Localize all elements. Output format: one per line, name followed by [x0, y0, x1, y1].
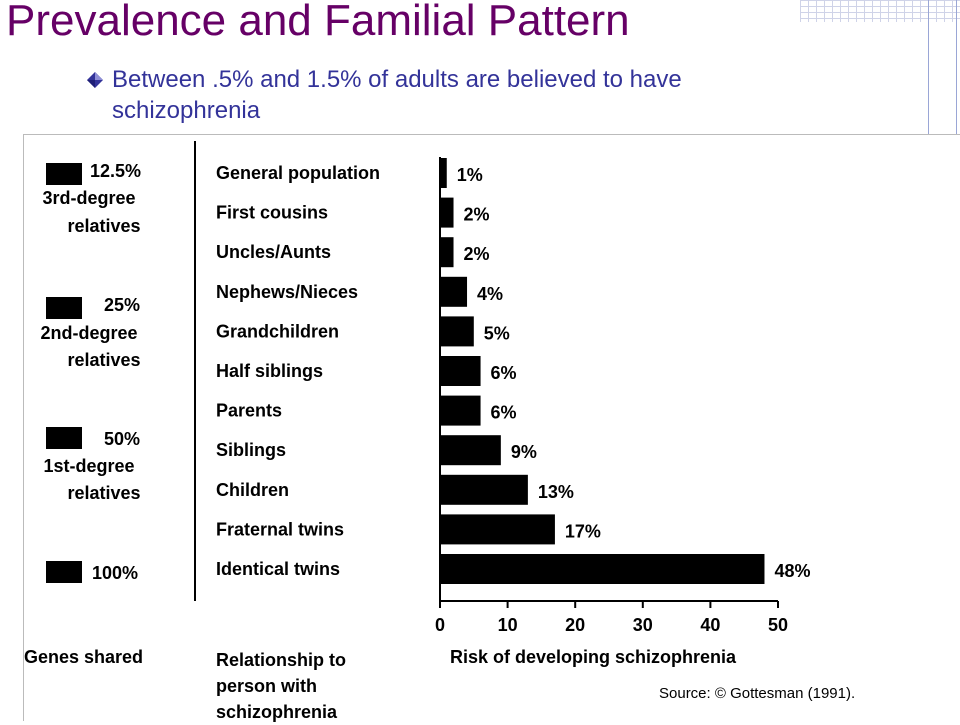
slide-title: Prevalence and Familial Pattern — [6, 0, 630, 45]
source-citation: Source: © Gottesman (1991). — [659, 685, 856, 702]
bar-data-label: 48% — [774, 561, 811, 581]
genes-shared-percent: 100% — [92, 563, 139, 583]
genes-shared-percent: 25% — [104, 295, 141, 315]
bar-data-label: 4% — [477, 283, 504, 304]
bar-data-label: 1% — [456, 165, 483, 185]
risk-bar — [440, 316, 474, 346]
x-tick-label: 30 — [632, 615, 653, 635]
risk-bar — [440, 158, 447, 188]
risk-bar — [440, 237, 454, 267]
relationship-label: Parents — [216, 400, 283, 421]
bar-data-label: 2% — [463, 244, 490, 265]
risk-bar — [440, 514, 555, 544]
bar-data-label: 5% — [483, 323, 510, 344]
genes-shared-degree: 1st-degree — [43, 456, 135, 476]
relationship-title — [216, 647, 386, 725]
risk-bar — [440, 475, 528, 505]
bar-data-label: 17% — [564, 521, 601, 542]
genes-shared-relatives: relatives — [67, 350, 141, 370]
genes-shared-degree: 3rd-degree — [42, 188, 136, 208]
risk-bar — [440, 554, 764, 584]
bullet-text: Between .5% and 1.5% of adults are believed to have schizophrenia — [112, 66, 682, 124]
diamond-bullet-icon — [86, 71, 104, 89]
bar-data-label: 2% — [463, 204, 490, 225]
bar-data-label: 9% — [510, 442, 537, 463]
x-tick-label: 10 — [497, 615, 518, 635]
bar-data-label: 13% — [537, 481, 574, 502]
relationship-label: Half siblings — [216, 361, 324, 381]
genes-shared-title: Genes shared — [24, 647, 144, 667]
risk-bar — [440, 435, 501, 465]
slide-guide-line — [956, 0, 957, 134]
genes-shared-relatives: relatives — [67, 216, 141, 236]
genes-shared-relatives: relatives — [67, 483, 141, 503]
x-tick-label: 40 — [700, 615, 721, 635]
x-tick-label: 50 — [767, 615, 789, 635]
relationship-label: Children — [216, 479, 290, 500]
slide-grid-decoration — [800, 0, 960, 22]
risk-bar — [440, 356, 481, 386]
risk-axis-title: Risk of developing schizophrenia — [450, 647, 737, 667]
risk-bar — [440, 277, 467, 307]
relationship-label: Nephews/Nieces — [216, 281, 359, 302]
relationship-label: Identical twins — [216, 559, 341, 579]
bar-data-label: 6% — [490, 402, 517, 423]
relationship-label: Grandchildren — [216, 321, 340, 342]
risk-bar-chart — [24, 135, 960, 721]
relationship-label: Uncles/Aunts — [216, 242, 332, 263]
relationship-label: First cousins — [216, 202, 329, 223]
relationship-label: Siblings — [216, 440, 287, 461]
x-tick-label: 20 — [565, 615, 586, 635]
x-tick-label: 0 — [434, 615, 446, 635]
risk-bar — [440, 396, 481, 426]
relationship-title-text: Relationship to person with schizophrenia — [216, 650, 346, 722]
relationship-label: Fraternal twins — [216, 519, 345, 540]
genes-shared-degree: 2nd-degree — [40, 323, 138, 343]
genes-shared-percent: 12.5% — [90, 161, 142, 181]
slide-guide-line — [928, 0, 929, 134]
risk-bar — [440, 198, 454, 228]
bar-data-label: 6% — [490, 363, 517, 383]
genes-shared-percent: 50% — [104, 429, 141, 449]
genetic-risk-figure — [23, 134, 960, 721]
relationship-label: General population — [216, 163, 381, 183]
